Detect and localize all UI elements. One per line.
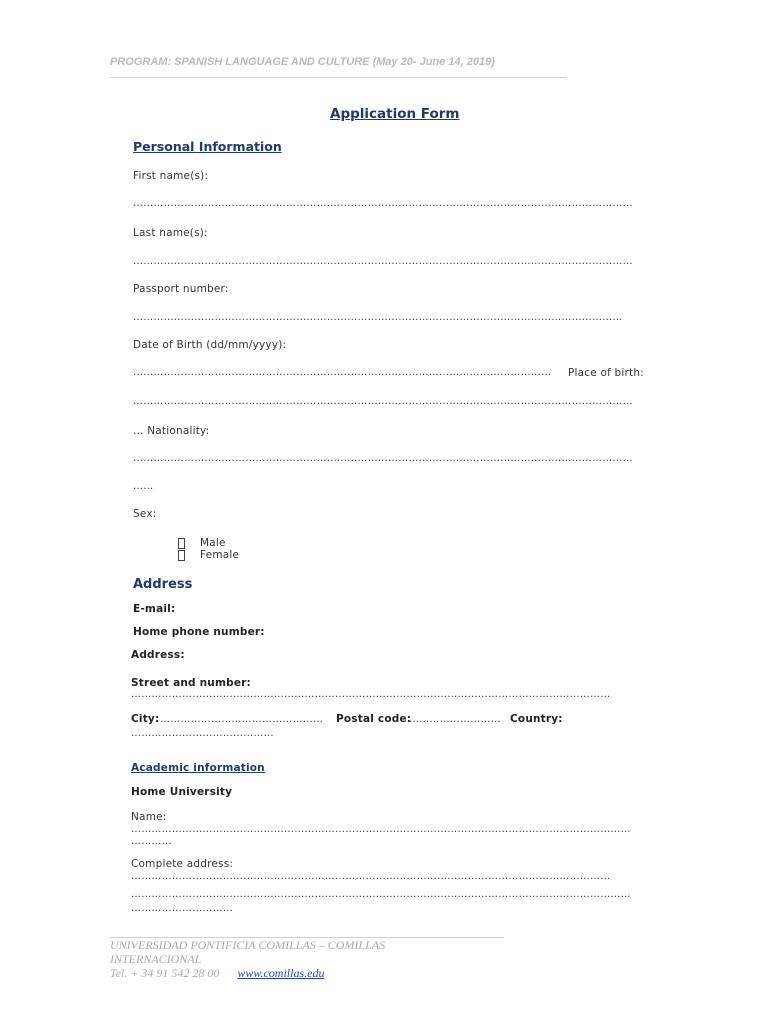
country-field[interactable]: …………………………………… (131, 728, 274, 739)
first-name-label: First name(s): (133, 170, 209, 182)
footer-contact (110, 966, 324, 981)
dob-label: Date of Birth (dd/mm/yyyy): (133, 339, 287, 351)
postal-code-field[interactable]: ……………………… (409, 714, 501, 725)
website-link[interactable]: www.comillas.edu (237, 966, 325, 980)
header-divider (110, 77, 567, 78)
personal-info-heading: Personal Information (133, 139, 282, 154)
university-name-label: Name: (131, 811, 167, 823)
city-field[interactable]: ………………………………………… (160, 714, 324, 725)
male-label: Male (200, 537, 226, 549)
program-header: PROGRAM: SPANISH LANGUAGE AND CULTURE (May 20- June 14, 2019) (110, 56, 495, 68)
male-checkbox[interactable] (178, 538, 185, 549)
sex-option-male[interactable] (178, 537, 226, 549)
home-university-label: Home University (131, 786, 233, 798)
address-label: Address: (131, 649, 185, 661)
passport-field[interactable]: ……………………………………………………………………………………………………………………………… (133, 312, 623, 323)
dob-field[interactable]: …………………………………………………………………………………………………………… (133, 367, 552, 378)
sex-label: Sex: (133, 508, 157, 520)
email-label: E-mail: (133, 603, 176, 615)
home-phone-label: Home phone number: (133, 626, 265, 638)
last-name-field[interactable]: ………………………………………………………………………………………………………………………………… (133, 256, 633, 267)
nationality-field-continued[interactable]: …… (133, 481, 154, 492)
female-label: Female (200, 549, 240, 561)
street-field[interactable]: …………………………………………………………………………………………………………………………… (131, 689, 611, 700)
complete-address-field-3[interactable]: ………………………… (131, 903, 233, 914)
first-name-field[interactable]: ………………………………………………………………………………………………………………………………… (133, 198, 633, 209)
footer-phone: Tel. + 34 91 542 28 00 (110, 966, 220, 980)
footer-university-line1: UNIVERSIDAD PONTIFICIA COMILLAS – COMILLAS (110, 938, 386, 952)
place-of-birth-field[interactable]: ………………………………………………………………………………………………………………………………… (133, 396, 633, 407)
street-label: Street and number: (131, 677, 251, 689)
academic-info-heading: Academic information (131, 762, 265, 774)
postal-code-label: Postal code: (336, 713, 412, 725)
passport-label: Passport number: (133, 283, 229, 295)
city-label: City: (131, 713, 160, 725)
nationality-field[interactable]: ………………………………………………………………………………………………………………………………… (133, 453, 633, 464)
footer-university-line2: INTERNACIONAL (110, 952, 202, 966)
form-title: Application Form (330, 106, 460, 122)
complete-address-label: Complete address: (131, 858, 234, 870)
complete-address-field-2[interactable]: ………………………………………………………………………………………………………………………………… (131, 889, 631, 900)
address-heading: Address (133, 577, 193, 592)
last-name-label: Last name(s): (133, 227, 208, 239)
university-name-field[interactable]: ………………………………………………………………………………………………………………………………… (131, 824, 631, 835)
university-name-field-continued[interactable]: ………… (131, 836, 172, 847)
nationality-label: … Nationality: (133, 425, 210, 437)
sex-option-female[interactable] (178, 549, 239, 561)
female-checkbox[interactable] (178, 550, 185, 561)
country-label: Country: (510, 713, 563, 725)
complete-address-field-1[interactable]: …………………………………………………………………………………………………………………………… (131, 871, 611, 882)
place-of-birth-label: Place of birth: (568, 367, 644, 379)
